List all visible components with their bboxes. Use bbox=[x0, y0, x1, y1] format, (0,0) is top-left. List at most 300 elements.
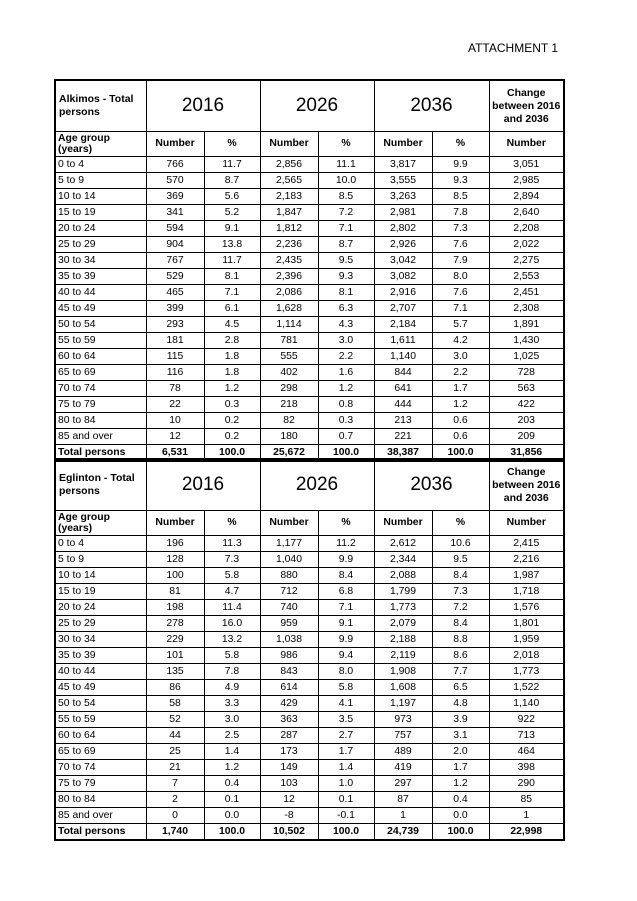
value-cell: 86 bbox=[146, 680, 204, 696]
value-cell: 7.1 bbox=[432, 301, 489, 317]
value-cell: 6.1 bbox=[204, 301, 260, 317]
value-cell: 278 bbox=[146, 616, 204, 632]
value-cell: 1.4 bbox=[204, 744, 260, 760]
value-cell: 8.1 bbox=[318, 285, 374, 301]
value-cell: 880 bbox=[260, 568, 318, 584]
value-cell: 3.5 bbox=[318, 712, 374, 728]
value-cell: 7 bbox=[146, 776, 204, 792]
value-cell: 9.5 bbox=[318, 253, 374, 269]
value-cell: 3,051 bbox=[489, 157, 564, 173]
value-cell: 959 bbox=[260, 616, 318, 632]
value-cell: 429 bbox=[260, 696, 318, 712]
percent-header: % bbox=[204, 511, 260, 536]
value-cell: 9.4 bbox=[318, 648, 374, 664]
value-cell: 1,430 bbox=[489, 333, 564, 349]
total-value-cell: 6,531 bbox=[146, 445, 204, 462]
age-group-cell: 55 to 59 bbox=[55, 712, 146, 728]
value-cell: 8.1 bbox=[204, 269, 260, 285]
year-header: 2036 bbox=[374, 80, 489, 132]
percent-header: % bbox=[432, 132, 489, 157]
value-cell: 3,082 bbox=[374, 269, 432, 285]
table-row bbox=[55, 552, 564, 568]
number-header: Number bbox=[260, 511, 318, 536]
value-cell: 25 bbox=[146, 744, 204, 760]
total-value-cell: 25,672 bbox=[260, 445, 318, 462]
table-row bbox=[55, 776, 564, 792]
value-cell: 6.5 bbox=[432, 680, 489, 696]
age-group-cell: 20 to 24 bbox=[55, 221, 146, 237]
value-cell: -8 bbox=[260, 808, 318, 824]
number-header: Number bbox=[374, 132, 432, 157]
change-number-header: Number bbox=[489, 132, 564, 157]
value-cell: 2.8 bbox=[204, 333, 260, 349]
age-group-cell: 85 and over bbox=[55, 429, 146, 445]
value-cell: 115 bbox=[146, 349, 204, 365]
value-cell: 1,718 bbox=[489, 584, 564, 600]
value-cell: 7.3 bbox=[432, 584, 489, 600]
table-row bbox=[55, 157, 564, 173]
value-cell: 8.5 bbox=[318, 189, 374, 205]
subheader-row bbox=[55, 511, 564, 536]
value-cell: 2,308 bbox=[489, 301, 564, 317]
value-cell: 973 bbox=[374, 712, 432, 728]
value-cell: 2,565 bbox=[260, 173, 318, 189]
eglinton-population-table bbox=[54, 458, 565, 841]
age-group-cell: 70 to 74 bbox=[55, 760, 146, 776]
age-group-header: Age group (years) bbox=[55, 132, 146, 157]
value-cell: 1.4 bbox=[318, 760, 374, 776]
table-row bbox=[55, 568, 564, 584]
total-value-cell: 10,502 bbox=[260, 824, 318, 841]
value-cell: 2,415 bbox=[489, 536, 564, 552]
table-row bbox=[55, 760, 564, 776]
value-cell: 2,208 bbox=[489, 221, 564, 237]
value-cell: 11.7 bbox=[204, 253, 260, 269]
year-header: 2036 bbox=[374, 459, 489, 511]
table-row bbox=[55, 712, 564, 728]
value-cell: 555 bbox=[260, 349, 318, 365]
value-cell: 2.0 bbox=[432, 744, 489, 760]
age-group-cell: 40 to 44 bbox=[55, 664, 146, 680]
value-cell: 713 bbox=[489, 728, 564, 744]
value-cell: 2 bbox=[146, 792, 204, 808]
value-cell: 4.7 bbox=[204, 584, 260, 600]
value-cell: 103 bbox=[260, 776, 318, 792]
table-row bbox=[55, 616, 564, 632]
year-header: 2016 bbox=[146, 459, 260, 511]
value-cell: 1,114 bbox=[260, 317, 318, 333]
value-cell: 11.7 bbox=[204, 157, 260, 173]
total-value-cell: 1,740 bbox=[146, 824, 204, 841]
value-cell: 0.0 bbox=[432, 808, 489, 824]
age-group-cell: 20 to 24 bbox=[55, 600, 146, 616]
value-cell: 2,086 bbox=[260, 285, 318, 301]
value-cell: 8.7 bbox=[318, 237, 374, 253]
value-cell: 10.0 bbox=[318, 173, 374, 189]
value-cell: 1,608 bbox=[374, 680, 432, 696]
table-row bbox=[55, 333, 564, 349]
value-cell: 1 bbox=[374, 808, 432, 824]
value-cell: 7.7 bbox=[432, 664, 489, 680]
value-cell: 464 bbox=[489, 744, 564, 760]
value-cell: 1 bbox=[489, 808, 564, 824]
value-cell: 1.2 bbox=[432, 397, 489, 413]
table-row bbox=[55, 381, 564, 397]
number-header: Number bbox=[146, 511, 204, 536]
value-cell: 287 bbox=[260, 728, 318, 744]
value-cell: 1.0 bbox=[318, 776, 374, 792]
value-cell: 728 bbox=[489, 365, 564, 381]
value-cell: 0.4 bbox=[432, 792, 489, 808]
value-cell: 7.8 bbox=[204, 664, 260, 680]
value-cell: 1,812 bbox=[260, 221, 318, 237]
table-row bbox=[55, 429, 564, 445]
header-row bbox=[55, 80, 564, 132]
subheader-row bbox=[55, 132, 564, 157]
value-cell: 0.4 bbox=[204, 776, 260, 792]
value-cell: 180 bbox=[260, 429, 318, 445]
value-cell: 7.2 bbox=[318, 205, 374, 221]
value-cell: 2,451 bbox=[489, 285, 564, 301]
table-row bbox=[55, 808, 564, 824]
table-row bbox=[55, 664, 564, 680]
value-cell: 2,707 bbox=[374, 301, 432, 317]
value-cell: 0.6 bbox=[432, 429, 489, 445]
value-cell: 2,188 bbox=[374, 632, 432, 648]
value-cell: 2,216 bbox=[489, 552, 564, 568]
value-cell: 7.2 bbox=[432, 600, 489, 616]
value-cell: 0.3 bbox=[204, 397, 260, 413]
value-cell: 8.7 bbox=[204, 173, 260, 189]
total-value-cell: 100.0 bbox=[432, 445, 489, 462]
value-cell: 11.1 bbox=[318, 157, 374, 173]
value-cell: 2,981 bbox=[374, 205, 432, 221]
table-row bbox=[55, 189, 564, 205]
value-cell: 1,959 bbox=[489, 632, 564, 648]
value-cell: 9.5 bbox=[432, 552, 489, 568]
value-cell: 8.6 bbox=[432, 648, 489, 664]
value-cell: 2,856 bbox=[260, 157, 318, 173]
value-cell: 85 bbox=[489, 792, 564, 808]
total-value-cell: 100.0 bbox=[318, 824, 374, 841]
value-cell: 2,183 bbox=[260, 189, 318, 205]
value-cell: 2,184 bbox=[374, 317, 432, 333]
table-row bbox=[55, 317, 564, 333]
age-group-cell: 50 to 54 bbox=[55, 317, 146, 333]
value-cell: 2,926 bbox=[374, 237, 432, 253]
value-cell: 290 bbox=[489, 776, 564, 792]
value-cell: 229 bbox=[146, 632, 204, 648]
number-header: Number bbox=[260, 132, 318, 157]
table-row bbox=[55, 648, 564, 664]
value-cell: 740 bbox=[260, 600, 318, 616]
age-group-cell: 40 to 44 bbox=[55, 285, 146, 301]
age-group-cell: 60 to 64 bbox=[55, 728, 146, 744]
table-row bbox=[55, 632, 564, 648]
table-row bbox=[55, 221, 564, 237]
value-cell: 0.3 bbox=[318, 413, 374, 429]
value-cell: 7.3 bbox=[204, 552, 260, 568]
value-cell: 1,576 bbox=[489, 600, 564, 616]
value-cell: 402 bbox=[260, 365, 318, 381]
value-cell: 11.4 bbox=[204, 600, 260, 616]
value-cell: 11.3 bbox=[204, 536, 260, 552]
value-cell: 1.7 bbox=[432, 381, 489, 397]
value-cell: 7.9 bbox=[432, 253, 489, 269]
age-group-cell: 65 to 69 bbox=[55, 744, 146, 760]
value-cell: 8.0 bbox=[432, 269, 489, 285]
value-cell: 1,040 bbox=[260, 552, 318, 568]
percent-header: % bbox=[204, 132, 260, 157]
value-cell: 341 bbox=[146, 205, 204, 221]
value-cell: 10 bbox=[146, 413, 204, 429]
age-group-cell: 75 to 79 bbox=[55, 776, 146, 792]
value-cell: 2.7 bbox=[318, 728, 374, 744]
age-group-cell: 15 to 19 bbox=[55, 584, 146, 600]
percent-header: % bbox=[432, 511, 489, 536]
value-cell: 0.1 bbox=[318, 792, 374, 808]
value-cell: 4.5 bbox=[204, 317, 260, 333]
value-cell: 213 bbox=[374, 413, 432, 429]
value-cell: 398 bbox=[489, 760, 564, 776]
value-cell: 10.6 bbox=[432, 536, 489, 552]
value-cell: 13.2 bbox=[204, 632, 260, 648]
age-group-cell: 25 to 29 bbox=[55, 237, 146, 253]
age-group-cell: 80 to 84 bbox=[55, 413, 146, 429]
age-group-cell: 5 to 9 bbox=[55, 173, 146, 189]
age-group-cell: 75 to 79 bbox=[55, 397, 146, 413]
value-cell: 203 bbox=[489, 413, 564, 429]
value-cell: 196 bbox=[146, 536, 204, 552]
value-cell: 1.7 bbox=[432, 760, 489, 776]
value-cell: 58 bbox=[146, 696, 204, 712]
age-group-cell: 70 to 74 bbox=[55, 381, 146, 397]
value-cell: 0.0 bbox=[204, 808, 260, 824]
percent-header: % bbox=[318, 511, 374, 536]
age-group-cell: 0 to 4 bbox=[55, 157, 146, 173]
table-row bbox=[55, 792, 564, 808]
value-cell: 444 bbox=[374, 397, 432, 413]
total-value-cell: 38,387 bbox=[374, 445, 432, 462]
value-cell: 16.0 bbox=[204, 616, 260, 632]
value-cell: 1.2 bbox=[318, 381, 374, 397]
value-cell: 1,773 bbox=[374, 600, 432, 616]
value-cell: 5.2 bbox=[204, 205, 260, 221]
value-cell: 2,275 bbox=[489, 253, 564, 269]
table-row bbox=[55, 744, 564, 760]
value-cell: 2,018 bbox=[489, 648, 564, 664]
year-header: 2026 bbox=[260, 459, 374, 511]
value-cell: 2,396 bbox=[260, 269, 318, 285]
value-cell: 116 bbox=[146, 365, 204, 381]
alkimos-population-table bbox=[54, 79, 565, 462]
value-cell: -0.1 bbox=[318, 808, 374, 824]
value-cell: 843 bbox=[260, 664, 318, 680]
value-cell: 2,236 bbox=[260, 237, 318, 253]
value-cell: 986 bbox=[260, 648, 318, 664]
value-cell: 87 bbox=[374, 792, 432, 808]
table-row bbox=[55, 205, 564, 221]
age-group-cell: 80 to 84 bbox=[55, 792, 146, 808]
value-cell: 0.2 bbox=[204, 413, 260, 429]
value-cell: 2,985 bbox=[489, 173, 564, 189]
value-cell: 0.6 bbox=[432, 413, 489, 429]
percent-header: % bbox=[318, 132, 374, 157]
table-row bbox=[55, 728, 564, 744]
table-row bbox=[55, 413, 564, 429]
value-cell: 4.9 bbox=[204, 680, 260, 696]
value-cell: 2,088 bbox=[374, 568, 432, 584]
value-cell: 3.9 bbox=[432, 712, 489, 728]
value-cell: 293 bbox=[146, 317, 204, 333]
change-number-header: Number bbox=[489, 511, 564, 536]
value-cell: 1.8 bbox=[204, 365, 260, 381]
table-row bbox=[55, 269, 564, 285]
value-cell: 22 bbox=[146, 397, 204, 413]
value-cell: 2,612 bbox=[374, 536, 432, 552]
value-cell: 7.8 bbox=[432, 205, 489, 221]
value-cell: 5.8 bbox=[204, 568, 260, 584]
number-header: Number bbox=[374, 511, 432, 536]
age-group-cell: 10 to 14 bbox=[55, 568, 146, 584]
value-cell: 2,344 bbox=[374, 552, 432, 568]
table-row bbox=[55, 173, 564, 189]
value-cell: 563 bbox=[489, 381, 564, 397]
age-group-cell: 55 to 59 bbox=[55, 333, 146, 349]
table-title: Alkimos - Total persons bbox=[55, 80, 146, 132]
value-cell: 101 bbox=[146, 648, 204, 664]
value-cell: 181 bbox=[146, 333, 204, 349]
value-cell: 4.2 bbox=[432, 333, 489, 349]
value-cell: 0.1 bbox=[204, 792, 260, 808]
age-group-cell: 15 to 19 bbox=[55, 205, 146, 221]
value-cell: 5.8 bbox=[318, 680, 374, 696]
age-group-header: Age group (years) bbox=[55, 511, 146, 536]
value-cell: 2.2 bbox=[318, 349, 374, 365]
value-cell: 2,802 bbox=[374, 221, 432, 237]
value-cell: 2,435 bbox=[260, 253, 318, 269]
value-cell: 7.1 bbox=[318, 600, 374, 616]
table-row bbox=[55, 397, 564, 413]
attachment-label: ATTACHMENT 1 bbox=[467, 41, 558, 55]
value-cell: 781 bbox=[260, 333, 318, 349]
table-row bbox=[55, 253, 564, 269]
value-cell: 369 bbox=[146, 189, 204, 205]
value-cell: 3.0 bbox=[432, 349, 489, 365]
age-group-cell: 45 to 49 bbox=[55, 301, 146, 317]
total-value-cell: 100.0 bbox=[204, 824, 260, 841]
value-cell: 12 bbox=[260, 792, 318, 808]
value-cell: 8.4 bbox=[318, 568, 374, 584]
value-cell: 149 bbox=[260, 760, 318, 776]
value-cell: 297 bbox=[374, 776, 432, 792]
value-cell: 9.9 bbox=[318, 632, 374, 648]
total-label-cell: Total persons bbox=[55, 445, 146, 462]
value-cell: 2,553 bbox=[489, 269, 564, 285]
value-cell: 3,042 bbox=[374, 253, 432, 269]
age-group-cell: 0 to 4 bbox=[55, 536, 146, 552]
value-cell: 363 bbox=[260, 712, 318, 728]
value-cell: 529 bbox=[146, 269, 204, 285]
value-cell: 9.3 bbox=[318, 269, 374, 285]
value-cell: 1,908 bbox=[374, 664, 432, 680]
value-cell: 4.8 bbox=[432, 696, 489, 712]
value-cell: 13.8 bbox=[204, 237, 260, 253]
value-cell: 209 bbox=[489, 429, 564, 445]
value-cell: 570 bbox=[146, 173, 204, 189]
table-row bbox=[55, 285, 564, 301]
value-cell: 0 bbox=[146, 808, 204, 824]
value-cell: 1.6 bbox=[318, 365, 374, 381]
value-cell: 2.5 bbox=[204, 728, 260, 744]
value-cell: 1,891 bbox=[489, 317, 564, 333]
value-cell: 1,611 bbox=[374, 333, 432, 349]
age-group-cell: 35 to 39 bbox=[55, 648, 146, 664]
value-cell: 4.1 bbox=[318, 696, 374, 712]
age-group-cell: 65 to 69 bbox=[55, 365, 146, 381]
value-cell: 922 bbox=[489, 712, 564, 728]
age-group-cell: 30 to 34 bbox=[55, 253, 146, 269]
age-group-cell: 25 to 29 bbox=[55, 616, 146, 632]
value-cell: 3.0 bbox=[318, 333, 374, 349]
table-row bbox=[55, 349, 564, 365]
value-cell: 298 bbox=[260, 381, 318, 397]
age-group-cell: 30 to 34 bbox=[55, 632, 146, 648]
value-cell: 8.4 bbox=[432, 616, 489, 632]
value-cell: 7.6 bbox=[432, 285, 489, 301]
age-group-cell: 45 to 49 bbox=[55, 680, 146, 696]
value-cell: 0.8 bbox=[318, 397, 374, 413]
age-group-cell: 35 to 39 bbox=[55, 269, 146, 285]
value-cell: 1,801 bbox=[489, 616, 564, 632]
value-cell: 1,197 bbox=[374, 696, 432, 712]
value-cell: 489 bbox=[374, 744, 432, 760]
value-cell: 419 bbox=[374, 760, 432, 776]
value-cell: 3.1 bbox=[432, 728, 489, 744]
value-cell: 399 bbox=[146, 301, 204, 317]
value-cell: 8.0 bbox=[318, 664, 374, 680]
change-header: Change between 2016 and 2036 bbox=[489, 459, 564, 511]
value-cell: 614 bbox=[260, 680, 318, 696]
value-cell: 712 bbox=[260, 584, 318, 600]
value-cell: 9.9 bbox=[318, 552, 374, 568]
value-cell: 594 bbox=[146, 221, 204, 237]
value-cell: 1,140 bbox=[374, 349, 432, 365]
table-row bbox=[55, 536, 564, 552]
value-cell: 465 bbox=[146, 285, 204, 301]
value-cell: 11.2 bbox=[318, 536, 374, 552]
table-row bbox=[55, 237, 564, 253]
value-cell: 2,640 bbox=[489, 205, 564, 221]
total-value-cell: 31,856 bbox=[489, 445, 564, 462]
total-label-cell: Total persons bbox=[55, 824, 146, 841]
value-cell: 218 bbox=[260, 397, 318, 413]
value-cell: 128 bbox=[146, 552, 204, 568]
change-header: Change between 2016 and 2036 bbox=[489, 80, 564, 132]
table-row bbox=[55, 680, 564, 696]
value-cell: 135 bbox=[146, 664, 204, 680]
value-cell: 2,079 bbox=[374, 616, 432, 632]
age-group-cell: 10 to 14 bbox=[55, 189, 146, 205]
value-cell: 1,025 bbox=[489, 349, 564, 365]
value-cell: 21 bbox=[146, 760, 204, 776]
value-cell: 6.8 bbox=[318, 584, 374, 600]
value-cell: 9.9 bbox=[432, 157, 489, 173]
value-cell: 3.0 bbox=[204, 712, 260, 728]
value-cell: 1,773 bbox=[489, 664, 564, 680]
value-cell: 1,522 bbox=[489, 680, 564, 696]
value-cell: 78 bbox=[146, 381, 204, 397]
